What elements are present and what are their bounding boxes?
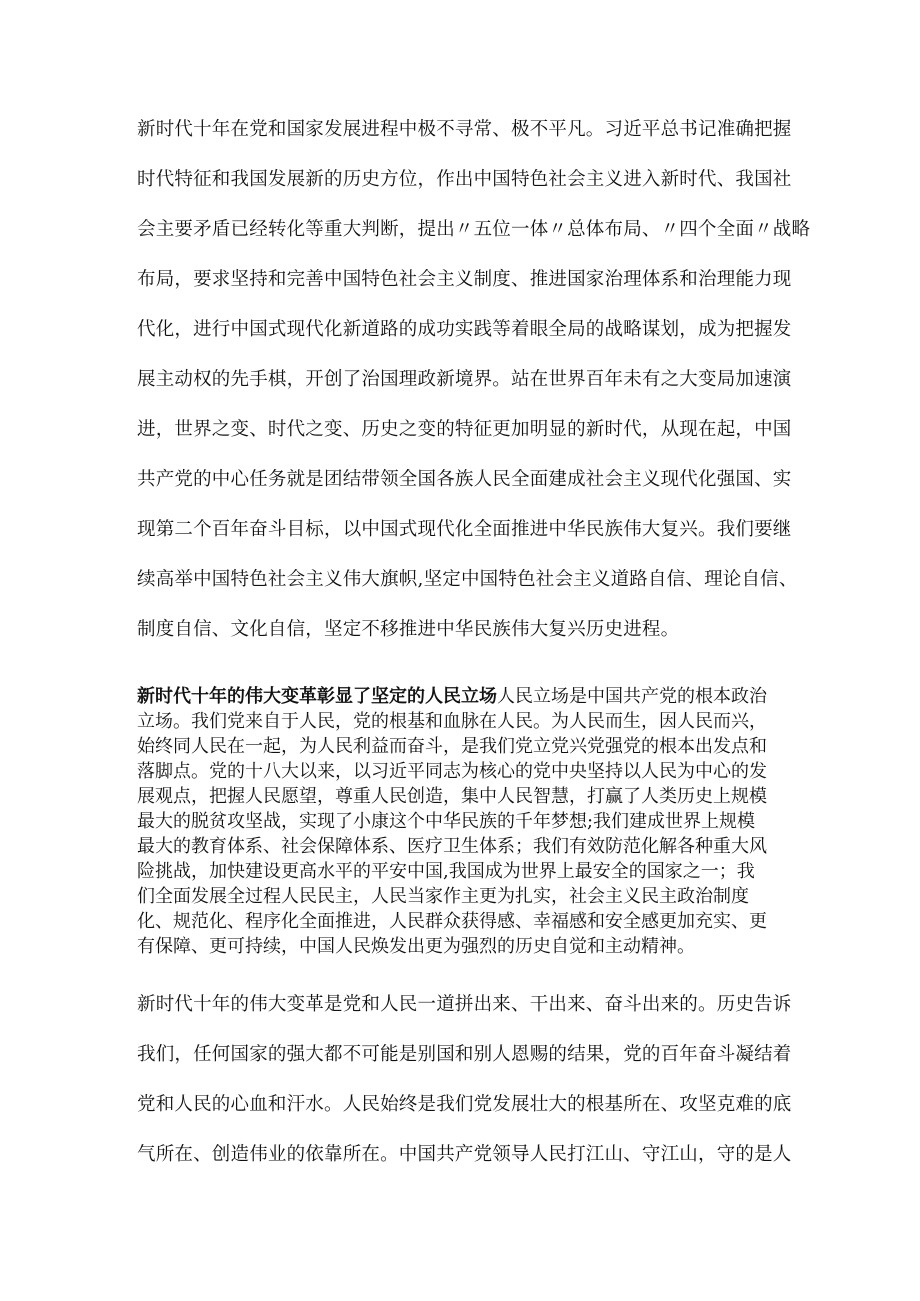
text-line: 时代特征和我国发展新的历史方位，作出中国特色社会主义进入新时代、我国社 (137, 169, 792, 190)
heading-line-rest: 人民立场是中国共产党的根本政治 (497, 686, 767, 707)
text-line: 我们，任何国家的强大都不可能是别国和别人恩赐的结果，党的百年奋斗凝结着 (137, 1044, 792, 1065)
text-line: 会主要矛盾已经转化等重大判断，提出〃五位一体〃总体布局、〃四个全面〃战略 (137, 219, 811, 240)
text-line: 代化，进行中国式现代化新道路的成功实践等着眼全局的战略谋划，成为把握发 (137, 319, 792, 340)
text-line: 险挑战，加快建设更高水平的平安中国,我国成为世界上最安全的国家之一；我 (137, 861, 755, 882)
section-heading: 新时代十年的伟大变革彰显了坚定的人民立场 (137, 686, 497, 707)
text-line: 布局，要求坚持和完善中国特色社会主义制度、推进国家治理体系和治理能力现 (137, 269, 792, 290)
text-line: 最大的教育体系、社会保障体系、医疗卫生体系；我们有效防范化解各种重大风 (137, 836, 767, 857)
text-line: 有保障、更可持续，中国人民焕发出更为强烈的历史自觉和主动精神。 (137, 936, 695, 957)
text-line: 立场。我们党来自于人民，党的根基和血脉在人民。为人民而生，因人民而兴， (137, 711, 767, 732)
text-line: 始终同人民在一起，为人民利益而奋斗，是我们党立党兴党强党的根本出发点和 (137, 736, 767, 757)
text-line: 落脚点。党的十八大以来，以习近平同志为核心的党中央坚持以人民为中心的发 (137, 761, 767, 782)
text-line (137, 685, 767, 709)
text-line: 进，世界之变、时代之变、历史之变的特征更加明显的新时代，从现在起，中国 (137, 419, 792, 440)
text-line: 新时代十年在党和国家发展进程中极不寻常、极不平凡。习近平总书记准确把握 (137, 119, 792, 140)
text-line: 现第二个百年奋斗目标，以中国式现代化全面推进中华民族伟大复兴。我们要继 (137, 519, 792, 540)
text-line: 展主动权的先手棋，开创了治国理政新境界。站在世界百年未有之大变局加速演 (137, 369, 792, 390)
text-line: 最大的脱贫攻坚战，实现了小康这个中华民族的千年梦想;我们建成世界上规模 (137, 811, 756, 832)
text-line: 展观点，把握人民愿望，尊重人民创造，集中人民智慧，打赢了人类历史上规模 (137, 786, 767, 807)
text-line: 制度自信、文化自信，坚定不移推进中华民族伟大复兴历史进程。 (137, 619, 680, 640)
text-line: 党和人民的心血和汗水。人民始终是我们党发展壮大的根基所在、攻坚克难的底 (137, 1094, 792, 1115)
text-line: 气所在、创造伟业的依靠所在。中国共产党领导人民打江山、守江山，守的是人 (137, 1144, 792, 1165)
text-line: 化、规范化、程序化全面推进，人民群众获得感、幸福感和安全感更加充实、更 (137, 911, 767, 932)
text-line: 续高举中国特色社会主义伟大旗帜,坚定中国特色社会主义道路自信、理论自信、 (137, 569, 798, 590)
text-line: 新时代十年的伟大变革是党和人民一道拼出来、干出来、奋斗出来的。历史告诉 (137, 994, 792, 1015)
text-line: 共产党的中心任务就是团结带领全国各族人民全面建成社会主义现代化强国、实 (137, 469, 792, 490)
text-line: 们全面发展全过程人民民主，人民当家作主更为扎实，社会主义民主政治制度 (137, 886, 749, 907)
